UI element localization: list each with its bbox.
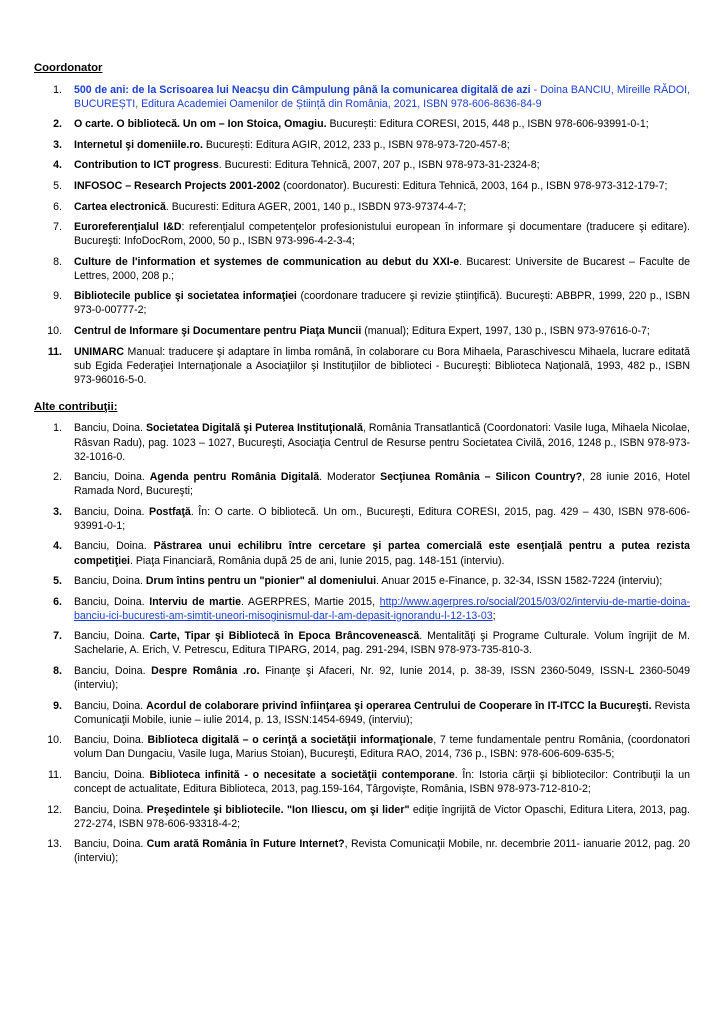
list-item	[34, 324, 690, 338]
reference-text: Banciu, Doina.	[74, 630, 150, 643]
list-item	[34, 255, 690, 283]
reference-text: Agenda pentru România Digitală	[149, 471, 320, 484]
list-item-number: 9.	[53, 290, 62, 303]
list-item	[34, 117, 690, 131]
list-item	[34, 629, 690, 657]
list-item-number: 7.	[53, 630, 62, 643]
reference-text: București: Editura CORESI, 2015, 448 p., ISBN 978-606-93991-0-1;	[326, 118, 649, 131]
list-item-number: 5.	[53, 179, 62, 192]
reference-text: Banciu, Doina.	[74, 505, 150, 518]
reference-text: UNIMARC	[74, 345, 125, 358]
list-item-number: 1.	[53, 83, 62, 96]
reference-text: ediţie îngrijită de Victor Opaschi, Editura Litera, 2013, pag. 272-274, ISBN 978-606-93318-4-2;	[74, 803, 690, 830]
list-item-number: 3.	[53, 138, 62, 151]
reference-text: Euroreferenţialul I&D	[74, 221, 182, 234]
reference-text: Secţiunea România – Silicon Country?	[380, 471, 583, 484]
reference-text: (coordonator). Bucuresti: Editura Tehnică, 2003, 164 p., ISBN 978-973-312-179-7;	[280, 179, 668, 192]
reference-text: Păstrarea unui echilibru între cercetare şi partea comercială este esenţială pentru a putea rezista competiţiei	[74, 540, 690, 567]
reference-text: Internetul şi domeniile.ro.	[74, 138, 203, 151]
list-item-number: 9.	[53, 699, 62, 712]
reference-text: . În: Istoria cărţii şi bibliotecilor: Contribuţii la un concept de actualitate, Editura Biblioteca, 2013, pag.159-164, Târgovişte, România, ISBN 978-973-712-810-2;	[74, 768, 690, 796]
section-heading: Coordonator	[34, 62, 103, 74]
list-item	[34, 421, 690, 463]
reference-text: Banciu, Doina.	[74, 422, 146, 435]
list-item	[34, 83, 690, 111]
list-item-number: 6.	[53, 200, 62, 213]
list-item-number: 4.	[53, 540, 62, 553]
reference-text: Cum arată România în Future Internet?	[146, 838, 345, 851]
list-item	[34, 837, 690, 865]
reference-text: Banciu, Doina.	[74, 575, 146, 588]
reference-text: Banciu, Doina.	[74, 803, 147, 816]
reference-text: , Revista Comunicaţii Mobile, nr. decembrie 2011- ianuarie 2012, pag. 20 (interviu);	[74, 838, 690, 865]
reference-text: - Doina BANCIU, Mireille RĂDOI, BUCUREȘTI, Editura Academiei Oamenilor de Știință din România, 2021, ISBN 978-606-8636-84-9	[74, 83, 691, 110]
reference-text: Drum întins pentru un "pionier" al domeniului	[145, 575, 377, 588]
list-item	[34, 220, 690, 248]
reference-text: Interviu de martie	[149, 595, 241, 608]
reference-text: . Bucarest: Universite de Bucarest – Faculte de Lettres, 2000, 208 p.;	[74, 255, 690, 282]
list-item	[34, 733, 690, 761]
reference-text: . Bucuresti: Editura AGER, 2001, 140 p., ISBDN 973-97374-4-7;	[165, 200, 467, 213]
reference-text: , România Transatlantică (Coordonatori: Vasile Iuga, Mihaela Nicolae, Râsvan Radu), pag. 1023 – 1027, Bucureşti, Asociaţia Centrul de Resurse pentru Societatea Civilă, 2016, 1248 p., ISBN 978-973-32-1016-0.	[74, 422, 690, 463]
reference-text: . Mentalităţi şi Programe Culturale. Volum îngrijit de M. Sachelarie, A. Erich, V. Petrescu, Editura TIPARG, 2014, pag. 291-294, ISBN 978-973-735-810-3.	[74, 630, 690, 657]
reference-text: Acordul de colaborare privind înfiinţarea şi operarea Centrului de Cooperare în IT-ITCC la Bucureşti.	[146, 699, 652, 712]
reference-text: Postfaţă	[149, 505, 191, 518]
list-item	[34, 595, 690, 623]
reference-text: Finanţe şi Afaceri, Nr. 92, Iunie 2014, p. 38-39, ISSN 2360-5049, ISSN-L 2360-5049 (interviu);	[74, 665, 690, 692]
reference-text: Carte, Tipar şi Bibliotecă în Epoca Brâncovenească	[149, 630, 420, 643]
reference-text: Despre România .ro.	[151, 665, 260, 678]
reference-text: (coordonare traducere şi revizie ştiinţifică). Bucureşti: ABBPR, 1999, 220 p., ISBN 973-0-00777-2;	[74, 290, 690, 317]
reference-text: Bibliotecile publice şi societatea informaţiei	[74, 290, 297, 303]
reference-link[interactable]: http://www.agerpres.ro/social/2015/03/02/interviu-de-martie-doina-banciu-ici-bucuresti-am-simtit-uneori-misoginismul-dar-l-am-depasit-ignorandu-l-12-13-03	[74, 595, 690, 622]
list-item	[34, 158, 690, 172]
list-item	[34, 768, 690, 796]
list-item-number: 10.	[47, 734, 62, 747]
list-item-number: 8.	[53, 255, 62, 268]
reference-text: . AGERPRES, Martie 2015,	[240, 595, 380, 608]
reference-text: Contribution to ICT progress	[74, 159, 219, 172]
reference-text: . Anuar 2015 e-Finance, p. 32-34, ISSN 1582-7224 (interviu);	[376, 575, 663, 588]
list-item-number: 12.	[47, 803, 62, 816]
list-item-number: 2.	[53, 471, 62, 484]
reference-text: : referenţialul competenţelor profesionistului european în informare şi documentare (traducere şi editare). Bucureşti: InfoDocRom, 2000, 50 p., ISBN 973-996-4-2-3-4;	[74, 221, 690, 248]
reference-text: Banciu, Doina.	[74, 665, 152, 678]
reference-text: Cartea electronică	[74, 200, 166, 213]
list-item-number: 5.	[53, 575, 62, 588]
list-item-number: 6.	[53, 595, 62, 608]
list-item	[34, 470, 690, 498]
reference-text: Societatea Digitală şi Puterea Instituţională	[145, 422, 363, 435]
reference-text: 500 de ani: de la Scrisoarea lui Neacșu din Câmpulung până la comunicarea digitală de azi	[74, 83, 531, 96]
list-item-number: 11.	[48, 768, 62, 781]
list-item	[34, 179, 690, 193]
list-item-number: 11.	[47, 345, 62, 358]
list-item-number: 7.	[53, 221, 62, 234]
reference-text: . În: O carte. O bibliotecă. Un om., Bucureşti, Editura CORESI, 2015, pag. 429 – 430, ISBN 978-606-93991-0-1;	[74, 505, 690, 532]
reference-text: . Moderator	[319, 471, 381, 484]
reference-text: Manual: traducere şi adaptare în limba română, în colaborare cu Bora Mihaela, Paraschivescu Mihaela, lucrare editată sub Egida Federaţiei Internaţionale a Asociaţiilor şi Instituţiilor de biblioteci - Bucureşti: Biblioteca Naţională, 1993, 482 p., ISBN 973-96016-5-0.	[74, 345, 690, 386]
reference-text: Centrul de Informare şi Documentare pentru Piaţa Muncii	[74, 325, 362, 338]
list-item	[34, 574, 690, 588]
reference-text: Banciu, Doina.	[74, 540, 154, 553]
reference-list	[34, 421, 690, 865]
reference-text: Banciu, Doina.	[74, 699, 147, 712]
list-item	[34, 200, 690, 214]
list-item	[34, 664, 690, 692]
reference-text: Banciu, Doina.	[74, 734, 148, 747]
list-item-number: 3.	[53, 505, 62, 518]
section-heading: Alte contribuţii:	[34, 400, 118, 413]
reference-text: INFOSOC – Research Projects 2001-2002	[74, 179, 281, 192]
reference-text: Banciu, Doina.	[74, 595, 150, 608]
list-item	[34, 505, 690, 533]
list-item	[34, 539, 690, 567]
reference-text: . Piaţa Financiară, România după 25 de ani, Iunie 2015, pag. 148-151 (interviu).	[129, 554, 505, 567]
reference-text: București: Editura AGIR, 2012, 233 p., ISBN 978-973-720-457-8;	[202, 138, 510, 151]
reference-text: Preşedintele şi bibliotecile. "Ion Iliescu, om şi lider"	[146, 803, 410, 816]
list-item-number: 2.	[53, 118, 62, 131]
reference-text: , 7 teme fundamentale pentru România, (coordonatori volum Dan Dungaciu, Vasile Iuga, Marius Stoian), Bucureşti, Editura RAO, 2014, 736 p., ISBN: 978-606-609-635-5;	[74, 734, 690, 761]
reference-list	[34, 83, 690, 387]
reference-text: ;	[492, 609, 496, 622]
list-item	[34, 803, 690, 831]
list-item	[34, 289, 690, 317]
list-item-number: 10.	[47, 325, 62, 338]
list-item-number: 8.	[53, 665, 62, 678]
list-item	[34, 345, 690, 387]
list-item	[34, 138, 690, 152]
reference-text: , 28 iunie 2016, Hotel Ramada Nord, Bucureşti;	[74, 471, 690, 498]
reference-text: Culture de l'information et systemes de communication au debut du XXI-e	[74, 255, 460, 268]
reference-text: Banciu, Doina.	[74, 838, 147, 851]
reference-text: Banciu, Doina.	[74, 471, 150, 484]
reference-text: Biblioteca digitală – o cerinţă a societăţii informaţionale	[147, 734, 434, 747]
reference-text: (manual); Editura Expert, 1997, 130 p., ISBN 973-97616-0-7;	[361, 325, 650, 338]
reference-text: . Bucuresti: Editura Tehnică, 2007, 207 p., ISBN 978-973-31-2324-8;	[218, 159, 540, 172]
reference-text: O carte. O bibliotecă. Un om – Ion Stoica, Omagiu.	[74, 118, 327, 131]
reference-text: Biblioteca infinită - o necesitate a societăţii contemporane	[149, 768, 455, 781]
list-item	[34, 699, 690, 727]
reference-text: Revista Comunicaţii Mobile, iunie – iulie 2014, p. 13, ISSN:1454-6949, (interviu);	[74, 699, 690, 726]
list-item-number: 1.	[53, 422, 62, 435]
list-item-number: 4.	[53, 159, 62, 172]
document-body	[34, 62, 690, 865]
list-item-number: 13.	[47, 838, 62, 851]
reference-text: Banciu, Doina.	[74, 768, 150, 781]
